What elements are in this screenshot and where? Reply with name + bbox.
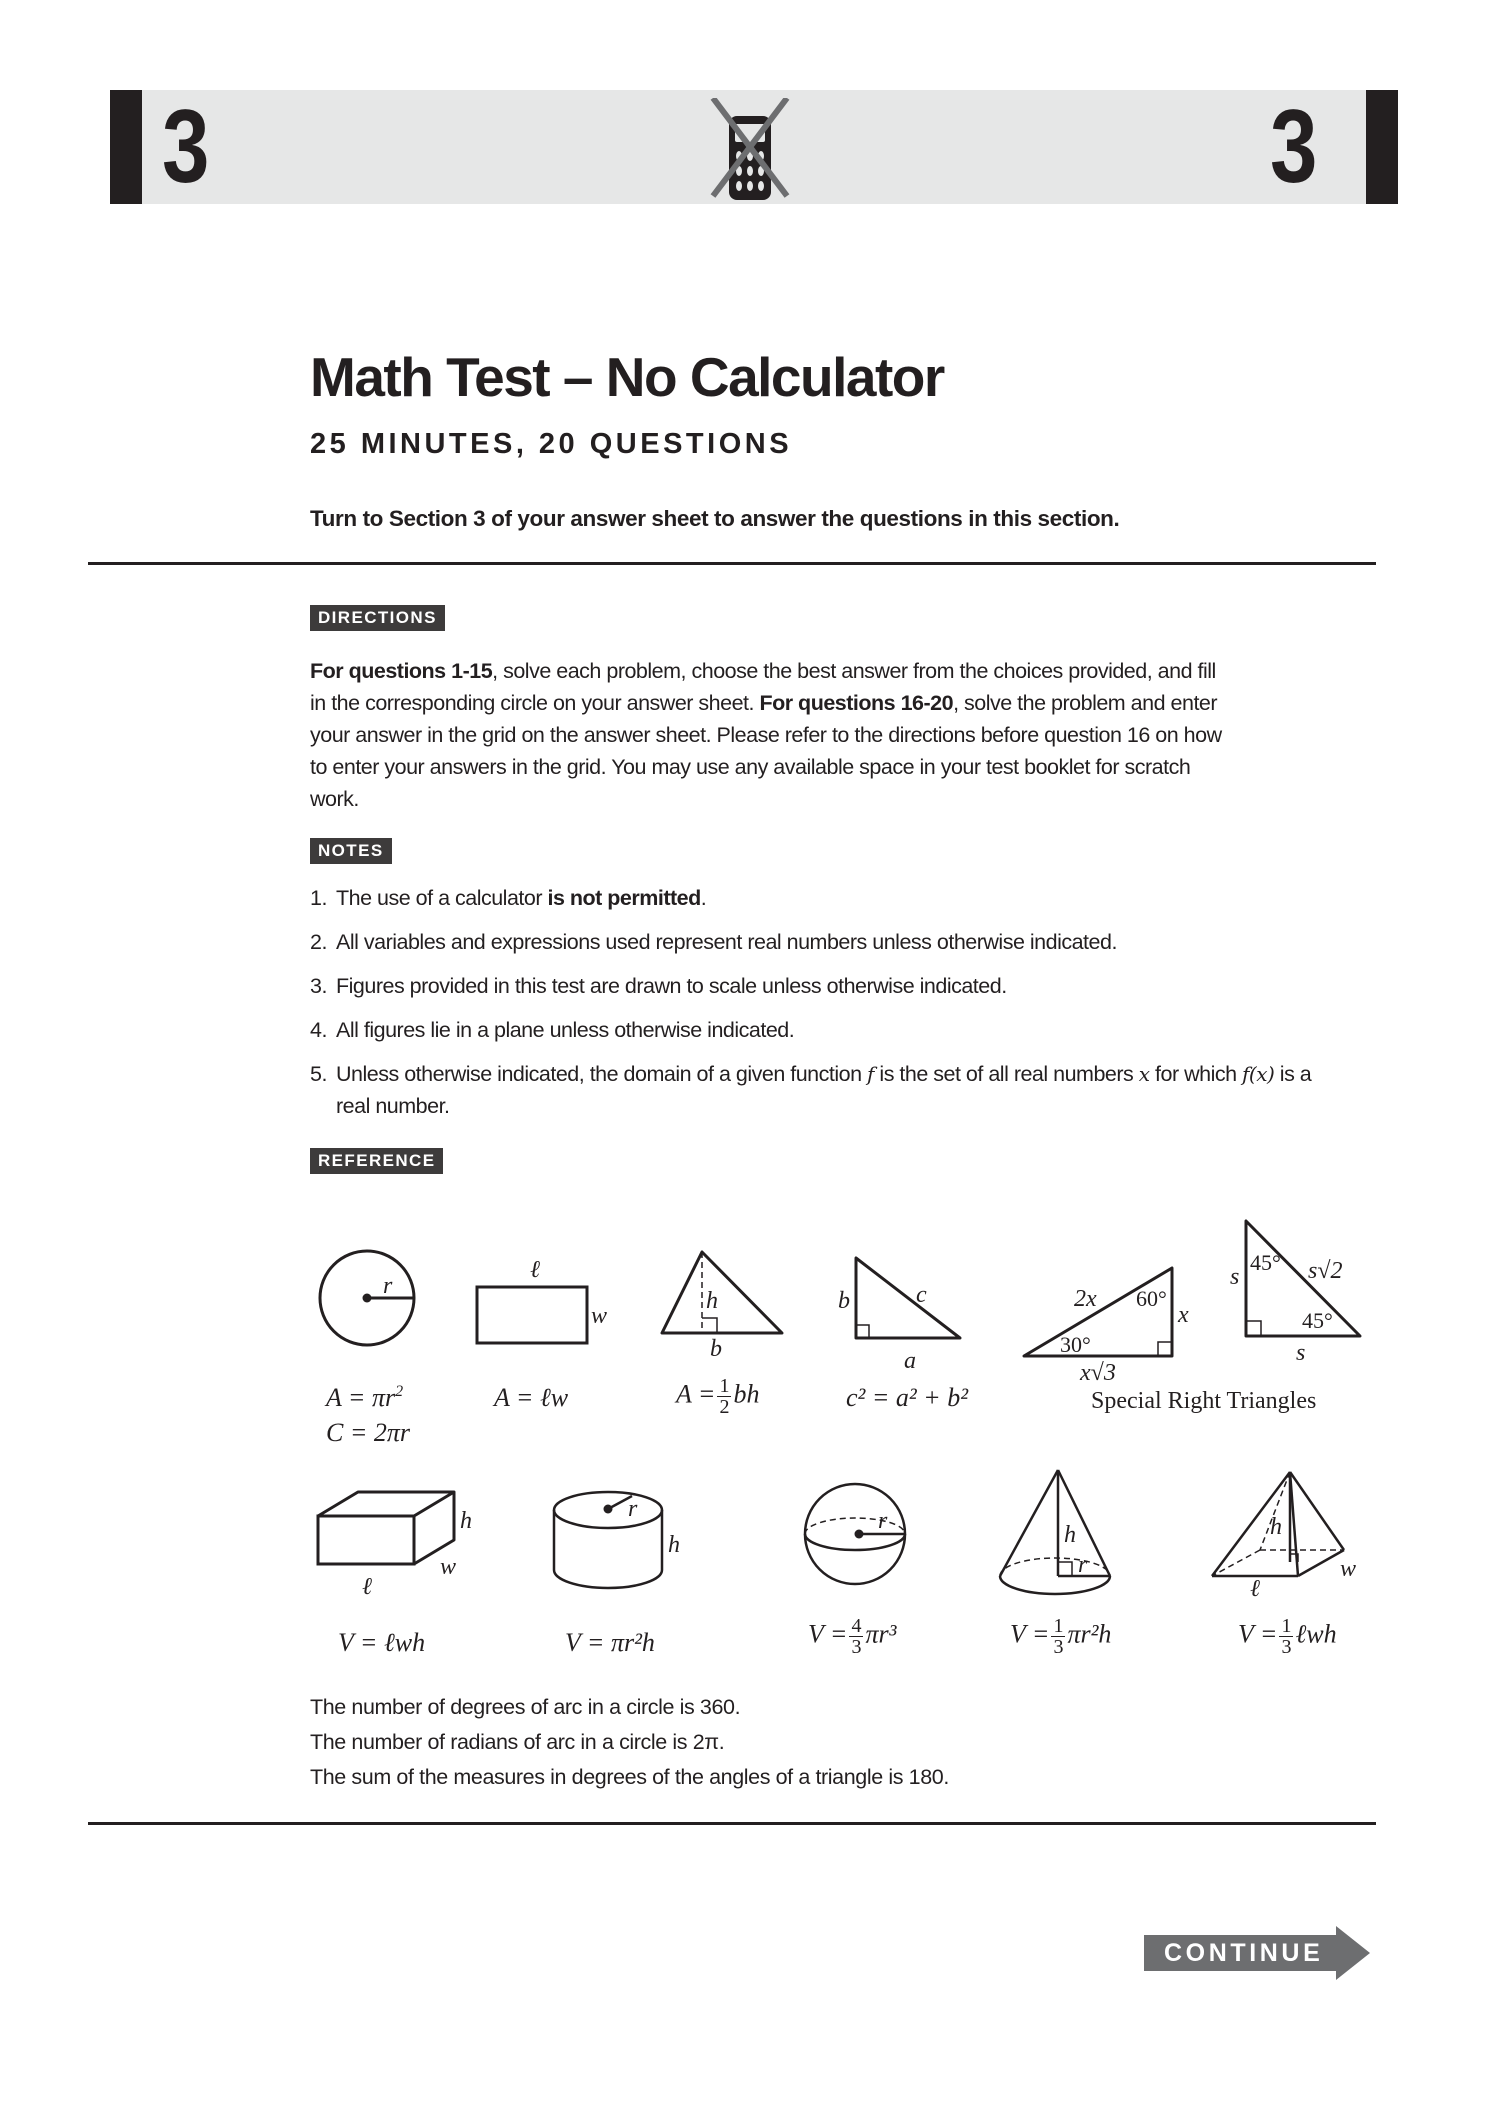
svg-text:s: s (1296, 1340, 1306, 1366)
svg-text:b: b (710, 1336, 722, 1362)
page-title: Math Test – No Calculator (310, 346, 944, 408)
circle-area-formula: $A = \pi r^2$ (326, 1383, 404, 1412)
svg-text:h: h (1064, 1522, 1076, 1548)
continue-label: CONTINUE (1164, 1939, 1324, 1967)
notes-list (310, 882, 1330, 1134)
no-calculator-icon (703, 98, 807, 202)
note-number: 4. (310, 1018, 327, 1042)
note-text: The use of a calculator (336, 886, 548, 910)
svg-text:r: r (1078, 1552, 1088, 1578)
directions-text-1: , solve each problem, choose the best answer from the choices provided, and fill in the corresponding circle on your answer sheet. (310, 659, 1216, 715)
svg-text:r: r (628, 1496, 638, 1522)
svg-text:w: w (440, 1554, 457, 1580)
note-text: Unless otherwise indicated, the domain of a given function f is the set of all real numbers x for which f(x) is a real number. (336, 1062, 1312, 1118)
note-number: 1. (310, 886, 327, 910)
circle-circumference-formula: C = 2πr (326, 1418, 411, 1447)
svg-text:c: c (916, 1282, 927, 1308)
svg-text:x√3: x√3 (1080, 1360, 1116, 1386)
note-text: All figures lie in a plane unless otherwise indicated. (336, 1018, 795, 1042)
sphere-figure (802, 1482, 912, 1592)
svg-text:a: a (904, 1348, 916, 1374)
triangle-figure (660, 1250, 790, 1360)
page-subtitle: 25 MINUTES, 20 QUESTIONS (310, 428, 793, 460)
note-number: 5. (310, 1062, 327, 1086)
svg-text:45°: 45° (1302, 1308, 1333, 1333)
note-item (310, 882, 1330, 914)
cylinder-volume-formula: V = πr²h (565, 1628, 655, 1657)
svg-text:30°: 30° (1060, 1332, 1091, 1357)
pythagorean-formula: c² = a² + b² (846, 1383, 969, 1412)
svg-text:ℓ: ℓ (362, 1574, 372, 1600)
directions-text-2: , solve the problem and enter your answer in the grid on the answer sheet. Please refer to the directions before question 16 on how to enter your answers in the grid. You may use any available space in your test booklet for scratch work. (310, 691, 1222, 811)
banner-bar-left (110, 90, 142, 204)
note-text: Figures provided in this test are drawn to scale unless otherwise indicated. (336, 974, 1007, 998)
note-item (310, 1058, 1330, 1122)
continue-button[interactable] (1144, 1926, 1370, 1980)
cone-figure (998, 1470, 1118, 1600)
svg-text:h: h (706, 1288, 718, 1314)
triangle-45-45-90-figure (1222, 1218, 1372, 1366)
pyramid-figure (1210, 1470, 1370, 1600)
notes-label: NOTES (310, 838, 392, 864)
svg-text:h: h (460, 1508, 472, 1534)
svg-text:ℓ: ℓ (1250, 1576, 1260, 1602)
cylinder-figure (552, 1490, 702, 1600)
svg-text:h: h (668, 1532, 680, 1558)
reference-label: REFERENCE (310, 1148, 443, 1174)
svg-text:2x: 2x (1074, 1286, 1097, 1312)
divider-top (88, 562, 1376, 565)
note-number: 2. (310, 930, 327, 954)
note-text: All variables and expressions used represent real numbers unless otherwise indicated. (336, 930, 1117, 954)
fact-degrees: The number of degrees of arc in a circle is 360. (310, 1695, 741, 1719)
svg-text:r: r (878, 1508, 888, 1534)
directions-bold-1: For questions 1-15 (310, 659, 493, 683)
reference-facts (310, 1690, 949, 1795)
svg-text:s√2: s√2 (1308, 1258, 1343, 1284)
banner-bar-right (1366, 90, 1398, 204)
note-emphasis: is not permitted (547, 886, 701, 910)
circle-figure (317, 1248, 417, 1348)
svg-text:45°: 45° (1250, 1250, 1281, 1275)
section-number-left: 3 (162, 89, 210, 205)
divider-bottom (88, 1822, 1376, 1825)
svg-text:w: w (1340, 1556, 1357, 1582)
section-number-right: 3 (1270, 89, 1318, 205)
directions-text (310, 655, 1230, 815)
svg-text:x: x (1178, 1302, 1189, 1328)
fact-triangle-sum: The sum of the measures in degrees of the angles of a triangle is 180. (310, 1765, 949, 1789)
rectangle-figure (475, 1255, 615, 1345)
box-figure (316, 1492, 476, 1602)
svg-text:60°: 60° (1136, 1286, 1167, 1311)
directions-label: DIRECTIONS (310, 605, 445, 631)
special-right-triangles-caption: Special Right Triangles (1091, 1388, 1317, 1414)
svg-text:h: h (1270, 1514, 1282, 1540)
right-triangle-figure (828, 1248, 978, 1374)
svg-text:ℓ: ℓ (530, 1257, 540, 1283)
svg-text:b: b (838, 1288, 850, 1314)
sphere-volume-formula: V = $\frac{4}{3}$ πr³ (808, 1615, 897, 1658)
directions-bold-2: For questions 16-20 (759, 691, 954, 715)
box-volume-formula: V = ℓwh (338, 1628, 426, 1657)
svg-text:s: s (1230, 1264, 1240, 1290)
svg-text:r: r (383, 1273, 393, 1299)
pyramid-volume-formula: V = $\frac{1}{3}$ ℓwh (1238, 1615, 1337, 1658)
triangle-area-formula: A = $\frac{1}{2}$ bh (676, 1375, 760, 1418)
note-end: . (700, 886, 707, 910)
rectangle-area-formula: A = ℓw (494, 1383, 569, 1412)
note-item (310, 970, 1330, 1002)
note-item (310, 1014, 1330, 1046)
svg-text:w: w (591, 1303, 608, 1329)
section-instruction: Turn to Section 3 of your answer sheet to answer the questions in this section. (310, 506, 1120, 531)
cone-volume-formula: V = $\frac{1}{3}$ πr²h (1010, 1615, 1112, 1658)
triangle-30-60-90-figure (1020, 1240, 1200, 1386)
fact-radians: The number of radians of arc in a circle is 2π. (310, 1730, 725, 1754)
note-item (310, 926, 1330, 958)
note-number: 3. (310, 974, 327, 998)
